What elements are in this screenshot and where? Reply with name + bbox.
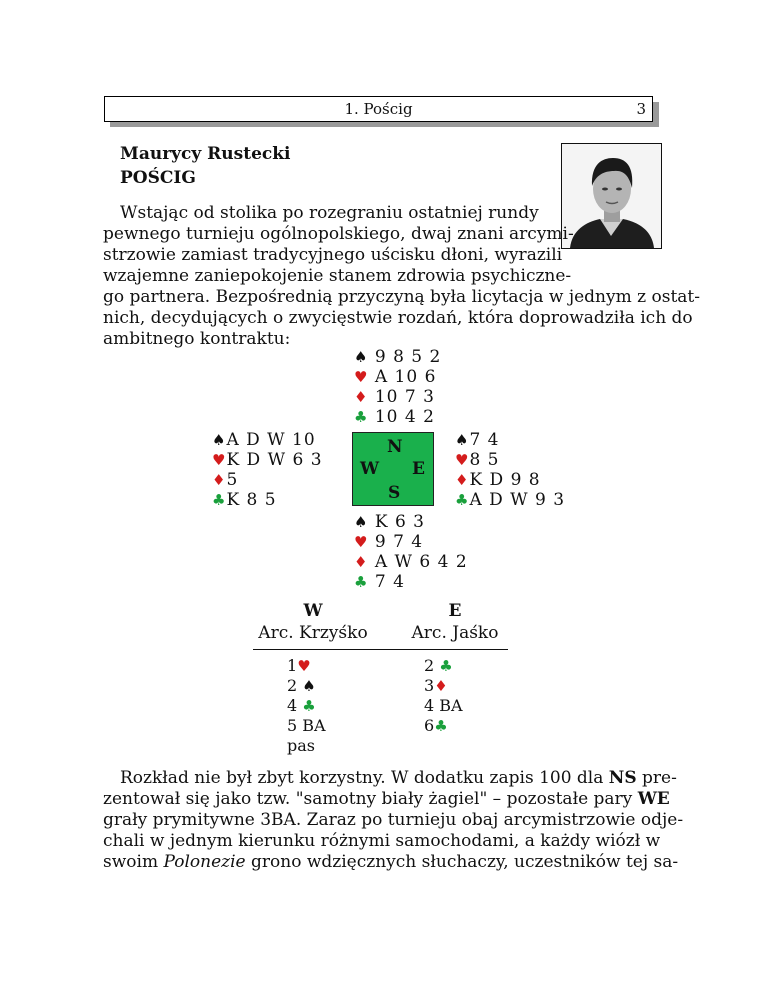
north-clubs-cards: 10 4 2 xyxy=(374,407,435,427)
north-clubs xyxy=(354,407,441,427)
article-author: Maurycy Rustecki xyxy=(120,144,291,164)
spade-icon: ♠ xyxy=(212,431,227,449)
bidding-divider xyxy=(253,649,508,650)
east-spades xyxy=(455,430,565,450)
spade-icon: ♠ xyxy=(455,431,470,449)
west-spades xyxy=(212,430,323,450)
south-hearts xyxy=(354,532,468,552)
club-icon: ♣ xyxy=(354,408,369,426)
bid-level: pas xyxy=(287,736,315,755)
south-spades xyxy=(354,512,468,532)
bid-level: 2 xyxy=(424,656,435,675)
east-bids xyxy=(424,656,463,736)
east-bid xyxy=(424,656,463,676)
south-diamonds-cards: A W 6 4 2 xyxy=(374,552,468,572)
heart-icon: ♥ xyxy=(354,368,369,386)
north-diamonds xyxy=(354,387,441,407)
club-icon: ♣ xyxy=(212,491,227,509)
intro-line-6: nich, decydujących o zwycięstwie rozdań, która doprowadziła ich do xyxy=(103,308,693,328)
spade-icon: ♠ xyxy=(302,677,316,695)
club-icon: ♣ xyxy=(439,657,453,675)
heart-icon: ♥ xyxy=(455,451,470,469)
bidding-east-player: Arc. Jaśko xyxy=(411,623,499,643)
bidding-west-player: Arc. Krzyśko xyxy=(258,623,368,643)
heart-icon: ♥ xyxy=(212,451,227,469)
north-hearts-cards: A 10 6 xyxy=(374,367,437,387)
west-diamonds xyxy=(212,470,323,490)
compass-south: S xyxy=(388,483,401,503)
west-spades-cards: A D W 10 xyxy=(226,430,316,450)
diamond-icon: ♦ xyxy=(354,388,369,406)
running-header xyxy=(104,96,653,122)
text-run: grono wdzięcznych słuchaczy, uczestników tej sa- xyxy=(245,852,679,872)
north-spades xyxy=(354,347,441,367)
bidding-east-column-header xyxy=(395,600,515,644)
east-clubs-cards: A D W 9 3 xyxy=(469,490,566,510)
east-hearts-cards: 8 5 xyxy=(469,450,500,470)
intro-line-1: Wstając od stolika po rozegraniu ostatniej rundy xyxy=(120,203,539,223)
text-run-bold: WE xyxy=(637,789,670,809)
text-run-italic: Polonezie xyxy=(163,852,246,872)
bid-level: 3 xyxy=(424,676,435,695)
west-hearts-cards: K D W 6 3 xyxy=(226,450,323,470)
text-run: pre- xyxy=(636,768,677,788)
north-hearts xyxy=(354,367,441,387)
east-diamonds xyxy=(455,470,565,490)
west-bids xyxy=(287,656,326,756)
heart-icon: ♥ xyxy=(354,533,369,551)
south-hearts-cards: 9 7 4 xyxy=(374,532,424,552)
bidding-east-seat: E xyxy=(448,601,462,621)
heart-icon: ♥ xyxy=(297,657,311,675)
south-hand xyxy=(354,512,468,592)
intro-line-5: go partnera. Bezpośrednią przyczyną była licytacja w jednym z ostat- xyxy=(103,287,701,307)
diamond-icon: ♦ xyxy=(434,677,448,695)
table-compass xyxy=(352,432,434,506)
east-diamonds-cards: K D 9 8 xyxy=(469,470,541,490)
text-run: zentował się jako tzw. "samotny biały żagiel" – pozostałe pary xyxy=(103,789,638,809)
south-clubs-cards: 7 4 xyxy=(374,572,405,592)
text-run-bold: NS xyxy=(608,768,637,788)
bid-level: 6 xyxy=(424,716,435,735)
west-bid xyxy=(287,696,326,716)
west-bid xyxy=(287,716,326,736)
north-spades-cards: 9 8 5 2 xyxy=(374,347,442,367)
diamond-icon: ♦ xyxy=(354,553,369,571)
west-clubs-cards: K 8 5 xyxy=(226,490,277,510)
south-diamonds xyxy=(354,552,468,572)
bid-level: 2 xyxy=(287,676,298,695)
west-hand xyxy=(212,430,323,510)
club-icon: ♣ xyxy=(455,491,470,509)
bidding-west-seat: W xyxy=(303,601,323,621)
bid-level: 1 xyxy=(287,656,298,675)
compass-east: E xyxy=(412,459,425,479)
east-spades-cards: 7 4 xyxy=(469,430,500,450)
club-icon: ♣ xyxy=(302,697,316,715)
bid-level: 5 BA xyxy=(287,716,326,735)
intro-line-3: strzowie zamiast tradycyjnego uścisku dłoni, wyrazili xyxy=(103,245,563,265)
east-clubs xyxy=(455,490,565,510)
spade-icon: ♠ xyxy=(354,513,369,531)
north-hand xyxy=(354,347,441,427)
page-number: 3 xyxy=(636,100,646,118)
intro-line-2: pewnego turnieju ogólnopolskiego, dwaj znani arcymi- xyxy=(103,224,574,244)
intro-line-7: ambitnego kontraktu: xyxy=(103,329,291,349)
west-bid xyxy=(287,676,326,696)
compass-west: W xyxy=(360,459,380,479)
north-diamonds-cards: 10 7 3 xyxy=(374,387,435,407)
portrait-image xyxy=(562,144,661,248)
bid-level: 4 xyxy=(287,696,298,715)
east-hand xyxy=(455,430,565,510)
article-title: POŚCIG xyxy=(120,168,196,188)
chapter-title: 1. Pościg xyxy=(344,100,413,118)
bid-level: 4 BA xyxy=(424,696,463,715)
bidding-west-column-header xyxy=(253,600,373,644)
club-icon: ♣ xyxy=(434,717,448,735)
author-photo xyxy=(561,143,662,249)
south-spades-cards: K 6 3 xyxy=(374,512,425,532)
spade-icon: ♠ xyxy=(354,348,369,366)
intro-line-4: wzajemne zaniepokojenie stanem zdrowia psychiczne- xyxy=(103,266,572,286)
west-clubs xyxy=(212,490,323,510)
closing-line-4: chali w jednym kierunku różnymi samochodami, a każdy wiózł w xyxy=(103,831,661,851)
west-hearts xyxy=(212,450,323,470)
closing-line-1 xyxy=(120,768,677,789)
east-hearts xyxy=(455,450,565,470)
closing-line-5 xyxy=(103,852,678,873)
west-bid xyxy=(287,656,326,676)
west-diamonds-cards: 5 xyxy=(226,470,239,490)
east-bid xyxy=(424,716,463,736)
east-bid xyxy=(424,676,463,696)
diamond-icon: ♦ xyxy=(212,471,227,489)
closing-line-2 xyxy=(103,789,670,810)
club-icon: ♣ xyxy=(354,573,369,591)
south-clubs xyxy=(354,572,468,592)
east-bid xyxy=(424,696,463,716)
text-run: swoim xyxy=(103,852,164,872)
closing-line-3: grały prymitywne 3BA. Zaraz po turnieju obaj arcymistrzowie odje- xyxy=(103,810,684,830)
compass-north: N xyxy=(387,437,403,457)
text-run: Rozkład nie był zbyt korzystny. W dodatku zapis 100 dla xyxy=(120,768,609,788)
diamond-icon: ♦ xyxy=(455,471,470,489)
west-bid xyxy=(287,736,326,756)
